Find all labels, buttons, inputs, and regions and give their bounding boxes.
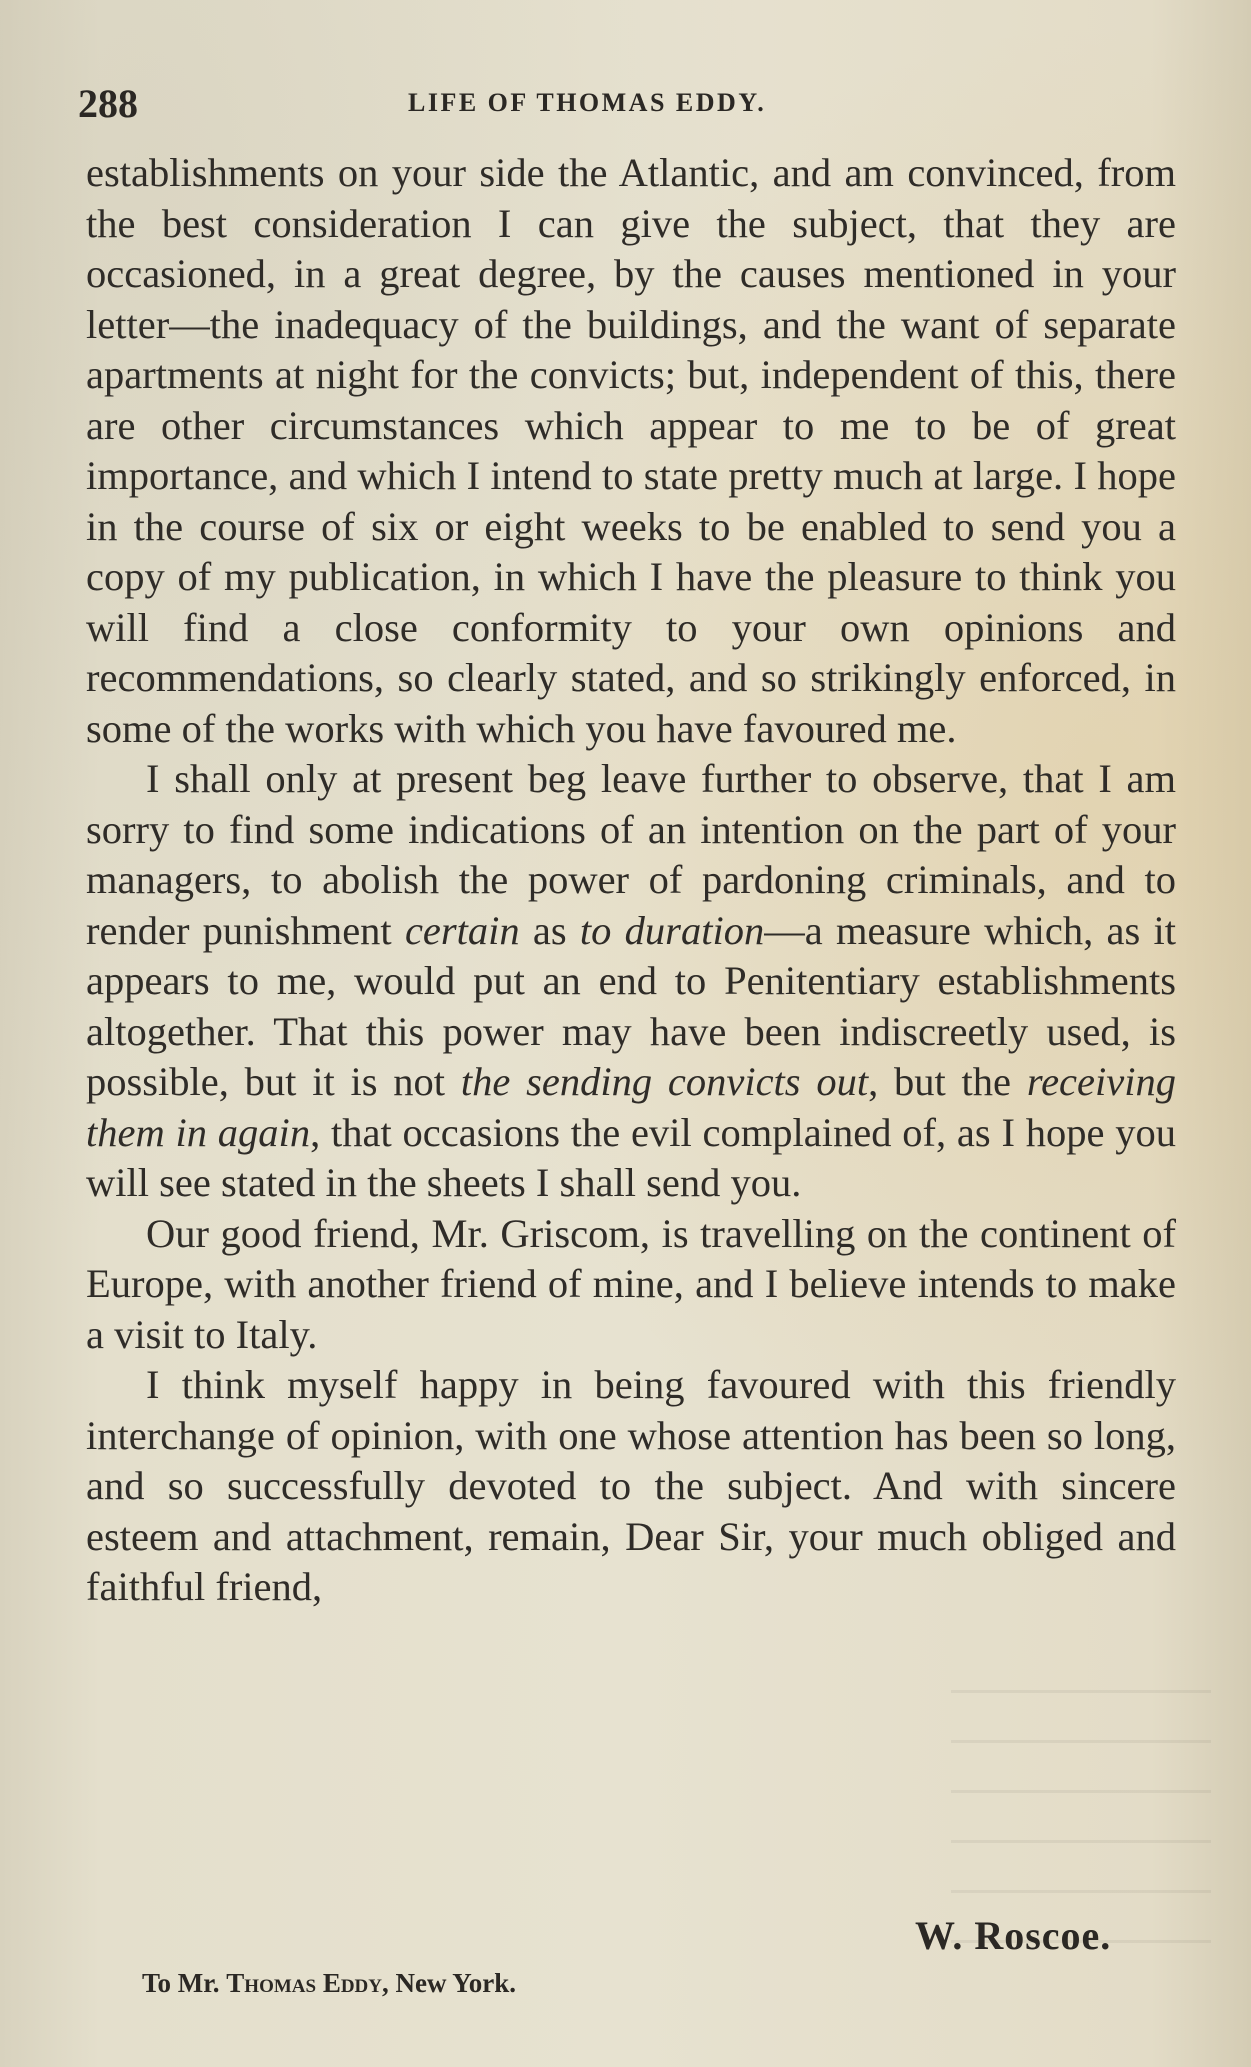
signature: W. Roscoe. [915,1913,1112,1958]
paragraph-text: , but the [868,1059,1027,1104]
italic-phrase: to duration [579,907,765,953]
page-header [78,80,1168,130]
addressee-line [142,1968,516,1999]
addressee-name: Thomas Eddy [226,1968,382,1998]
address-prefix: To Mr. [142,1968,227,1998]
paragraph-text: I shall only at present beg leave further to observe, that I am sorry to find some indications of an intention on the part of your managers, to abolish the power of pardoning criminals, and to render punishment [86,756,1176,953]
italic-phrase: the sending convicts out [460,1059,869,1104]
paragraph-text: establishments on your side the Atlantic, and am convinced, from the best consideration I can give the subject, that they are occasioned, in a great degree, by the causes mentioned in your letter—the inadequacy of the buildings, and the want of separate apartments at night for the convicts; but, independent of this, there are other circumstances which appear to me to be of great importance, and which I intend to state pretty much at large. I hope in the course of six or eight weeks to be enabled to send you a copy of my publication, in which I have the pleasure to think you will find a close conformity to your own opinions and recommendations, so clearly stated, and so strikingly enforced, in some of the works with which you have favoured me. [86,150,1176,751]
page-number: 288 [78,81,138,126]
paragraph-text: —a measure which, as it appears to me, would put an end to Penitentiary establishments altogether. That this power may have been indiscreetly used, is possible, but it is not [86,907,1176,1104]
paragraph-closing [86,1360,1176,1613]
address-suffix: , New York. [382,1968,516,1998]
paragraph-text: I think myself happy in being favoured with this friendly interchange of opinion, with one whose attention has been so long, and so successfully devoted to the subject. And with sincere esteem and attachment, remain, Dear Sir, your much obliged and faithful friend, [86,1362,1176,1609]
italic-phrase: certain [404,907,520,953]
paragraph-griscom [86,1209,1176,1361]
bleed-through-shadow [951,1690,1211,1990]
paragraph-continuation [86,148,1176,754]
paragraph-text: , that occasions the evil complained of, as I hope you will see stated in the sheets I shall send you. [86,1109,1177,1205]
letter-body [86,148,1176,1613]
paragraph-text: Our good friend, Mr. Griscom, is travelling on the continent of Europe, with another friend of mine, and I believe intends to make a visit to Italy. [86,1210,1176,1357]
paragraph-text: as [519,907,580,953]
running-head: LIFE OF THOMAS EDDY. [408,88,767,117]
italic-phrase: receiving them in again [86,1059,1176,1155]
paragraph-pardoning [86,754,1176,1209]
